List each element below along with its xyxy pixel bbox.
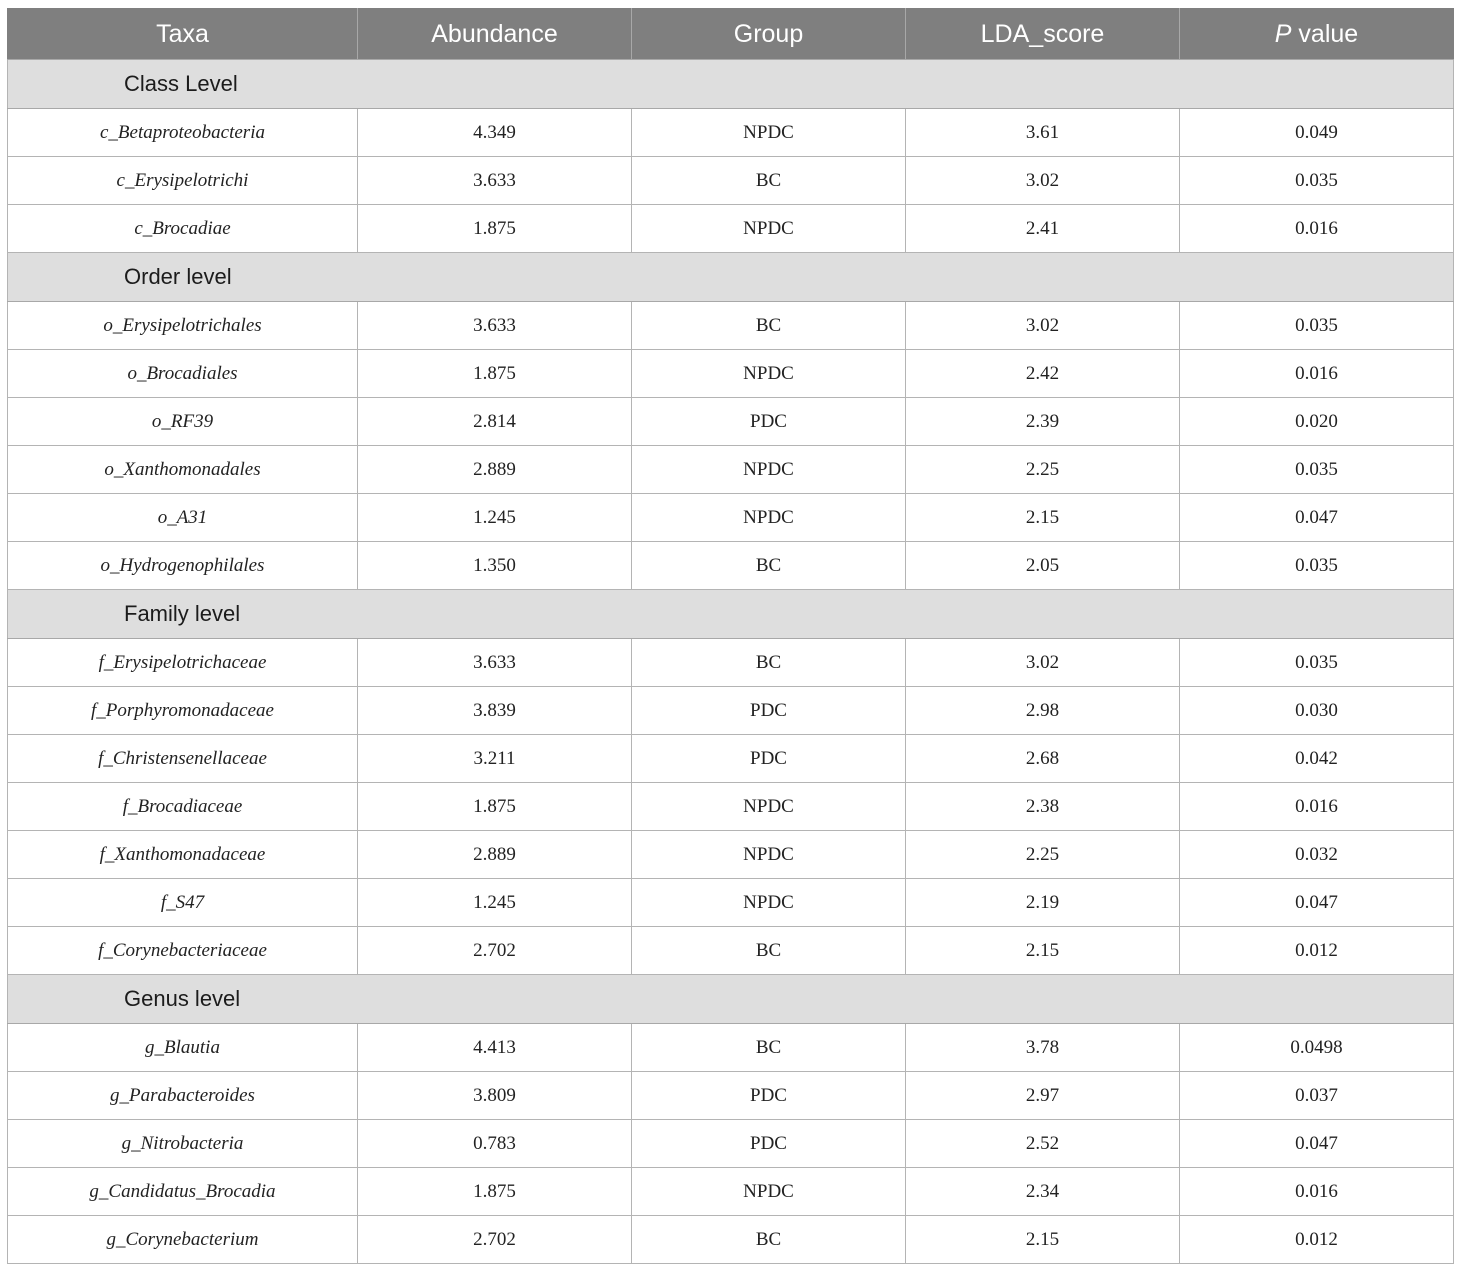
cell-group: BC — [632, 1024, 906, 1072]
cell-group: BC — [632, 639, 906, 687]
table-row — [8, 927, 1454, 975]
p-value-label-rest: value — [1291, 19, 1359, 48]
cell-group: NPDC — [632, 831, 906, 879]
table-row — [8, 398, 1454, 446]
cell-abundance: 4.349 — [358, 109, 632, 157]
cell-lda-score: 3.02 — [906, 639, 1180, 687]
cell-taxa: f_Xanthomonadaceae — [8, 831, 358, 879]
section-title: Genus level — [8, 975, 1454, 1024]
cell-group: PDC — [632, 687, 906, 735]
section-title: Class Level — [8, 60, 1454, 109]
cell-lda-score: 2.98 — [906, 687, 1180, 735]
cell-p-value: 0.020 — [1180, 398, 1454, 446]
section-row — [8, 60, 1454, 109]
cell-lda-score: 2.52 — [906, 1120, 1180, 1168]
cell-taxa: f_S47 — [8, 879, 358, 927]
cell-abundance: 1.875 — [358, 350, 632, 398]
cell-p-value: 0.0498 — [1180, 1024, 1454, 1072]
cell-taxa: g_Candidatus_Brocadia — [8, 1168, 358, 1216]
cell-p-value: 0.012 — [1180, 1216, 1454, 1264]
cell-group: NPDC — [632, 1168, 906, 1216]
cell-lda-score: 2.25 — [906, 446, 1180, 494]
table-row — [8, 879, 1454, 927]
cell-abundance: 4.413 — [358, 1024, 632, 1072]
cell-lda-score: 2.97 — [906, 1072, 1180, 1120]
section-title: Order level — [8, 253, 1454, 302]
cell-group: NPDC — [632, 350, 906, 398]
cell-p-value: 0.035 — [1180, 446, 1454, 494]
cell-abundance: 2.889 — [358, 831, 632, 879]
cell-p-value: 0.047 — [1180, 494, 1454, 542]
cell-lda-score: 2.41 — [906, 205, 1180, 253]
cell-group: BC — [632, 157, 906, 205]
cell-abundance: 1.875 — [358, 205, 632, 253]
column-header-taxa: Taxa — [8, 9, 358, 60]
cell-group: NPDC — [632, 494, 906, 542]
cell-lda-score: 2.15 — [906, 927, 1180, 975]
table-row — [8, 1072, 1454, 1120]
cell-p-value: 0.047 — [1180, 1120, 1454, 1168]
cell-lda-score: 2.39 — [906, 398, 1180, 446]
table-row — [8, 735, 1454, 783]
table-row — [8, 109, 1454, 157]
column-header-abundance: Abundance — [358, 9, 632, 60]
cell-lda-score: 2.15 — [906, 494, 1180, 542]
cell-lda-score: 2.05 — [906, 542, 1180, 590]
table-row — [8, 302, 1454, 350]
cell-lda-score: 2.34 — [906, 1168, 1180, 1216]
cell-taxa: g_Nitrobacteria — [8, 1120, 358, 1168]
cell-p-value: 0.016 — [1180, 1168, 1454, 1216]
section-row — [8, 975, 1454, 1024]
cell-p-value: 0.035 — [1180, 639, 1454, 687]
cell-abundance: 1.875 — [358, 1168, 632, 1216]
cell-group: BC — [632, 1216, 906, 1264]
cell-group: NPDC — [632, 879, 906, 927]
table-row — [8, 1216, 1454, 1264]
section-row — [8, 590, 1454, 639]
section-title: Family level — [8, 590, 1454, 639]
cell-taxa: g_Blautia — [8, 1024, 358, 1072]
cell-abundance: 3.633 — [358, 302, 632, 350]
cell-group: BC — [632, 302, 906, 350]
cell-p-value: 0.049 — [1180, 109, 1454, 157]
table-row — [8, 783, 1454, 831]
cell-p-value: 0.012 — [1180, 927, 1454, 975]
cell-lda-score: 2.15 — [906, 1216, 1180, 1264]
cell-abundance: 3.633 — [358, 639, 632, 687]
table-row — [8, 1024, 1454, 1072]
cell-group: PDC — [632, 735, 906, 783]
cell-lda-score: 2.19 — [906, 879, 1180, 927]
cell-lda-score: 2.42 — [906, 350, 1180, 398]
cell-group: PDC — [632, 1120, 906, 1168]
cell-p-value: 0.016 — [1180, 783, 1454, 831]
cell-taxa: f_Christensenellaceae — [8, 735, 358, 783]
table-row — [8, 205, 1454, 253]
cell-group: NPDC — [632, 205, 906, 253]
column-header-p-value — [1180, 9, 1454, 60]
cell-taxa: o_RF39 — [8, 398, 358, 446]
cell-group: NPDC — [632, 109, 906, 157]
table-row — [8, 446, 1454, 494]
header-row — [8, 9, 1454, 60]
cell-taxa: o_A31 — [8, 494, 358, 542]
cell-lda-score: 3.02 — [906, 157, 1180, 205]
lefse-results-table — [7, 8, 1454, 1264]
cell-p-value: 0.047 — [1180, 879, 1454, 927]
table-body — [8, 60, 1454, 1264]
cell-taxa: f_Erysipelotrichaceae — [8, 639, 358, 687]
cell-taxa: o_Xanthomonadales — [8, 446, 358, 494]
cell-group: NPDC — [632, 783, 906, 831]
cell-group: NPDC — [632, 446, 906, 494]
section-row — [8, 253, 1454, 302]
cell-taxa: o_Brocadiales — [8, 350, 358, 398]
cell-taxa: o_Hydrogenophilales — [8, 542, 358, 590]
cell-p-value: 0.035 — [1180, 542, 1454, 590]
cell-taxa: c_Erysipelotrichi — [8, 157, 358, 205]
cell-abundance: 2.889 — [358, 446, 632, 494]
cell-abundance: 2.814 — [358, 398, 632, 446]
cell-taxa: c_Brocadiae — [8, 205, 358, 253]
cell-p-value: 0.016 — [1180, 205, 1454, 253]
lefse-results-table-container — [7, 8, 1453, 1264]
cell-lda-score: 2.25 — [906, 831, 1180, 879]
cell-abundance: 0.783 — [358, 1120, 632, 1168]
cell-abundance: 3.633 — [358, 157, 632, 205]
cell-lda-score: 3.78 — [906, 1024, 1180, 1072]
cell-group: BC — [632, 542, 906, 590]
cell-lda-score: 2.38 — [906, 783, 1180, 831]
cell-abundance: 1.245 — [358, 494, 632, 542]
p-letter: P — [1274, 19, 1292, 48]
cell-abundance: 3.211 — [358, 735, 632, 783]
cell-taxa: g_Parabacteroides — [8, 1072, 358, 1120]
cell-group: BC — [632, 927, 906, 975]
cell-abundance: 1.245 — [358, 879, 632, 927]
cell-p-value: 0.035 — [1180, 157, 1454, 205]
cell-group: PDC — [632, 398, 906, 446]
cell-p-value: 0.037 — [1180, 1072, 1454, 1120]
cell-taxa: f_Brocadiaceae — [8, 783, 358, 831]
cell-abundance: 2.702 — [358, 927, 632, 975]
cell-p-value: 0.016 — [1180, 350, 1454, 398]
cell-p-value: 0.035 — [1180, 302, 1454, 350]
table-row — [8, 1120, 1454, 1168]
table-row — [8, 157, 1454, 205]
cell-taxa: g_Corynebacterium — [8, 1216, 358, 1264]
table-row — [8, 494, 1454, 542]
table-header — [8, 9, 1454, 60]
cell-abundance: 2.702 — [358, 1216, 632, 1264]
cell-lda-score: 2.68 — [906, 735, 1180, 783]
column-header-group: Group — [632, 9, 906, 60]
table-row — [8, 350, 1454, 398]
cell-p-value: 0.030 — [1180, 687, 1454, 735]
table-row — [8, 687, 1454, 735]
cell-lda-score: 3.02 — [906, 302, 1180, 350]
table-row — [8, 639, 1454, 687]
cell-taxa: o_Erysipelotrichales — [8, 302, 358, 350]
cell-abundance: 3.839 — [358, 687, 632, 735]
table-row — [8, 542, 1454, 590]
cell-taxa: f_Corynebacteriaceae — [8, 927, 358, 975]
table-row — [8, 831, 1454, 879]
column-header-lda-score: LDA_score — [906, 9, 1180, 60]
table-row — [8, 1168, 1454, 1216]
cell-abundance: 1.875 — [358, 783, 632, 831]
cell-taxa: f_Porphyromonadaceae — [8, 687, 358, 735]
cell-group: PDC — [632, 1072, 906, 1120]
cell-taxa: c_Betaproteobacteria — [8, 109, 358, 157]
cell-p-value: 0.032 — [1180, 831, 1454, 879]
cell-abundance: 3.809 — [358, 1072, 632, 1120]
cell-p-value: 0.042 — [1180, 735, 1454, 783]
cell-abundance: 1.350 — [358, 542, 632, 590]
cell-lda-score: 3.61 — [906, 109, 1180, 157]
